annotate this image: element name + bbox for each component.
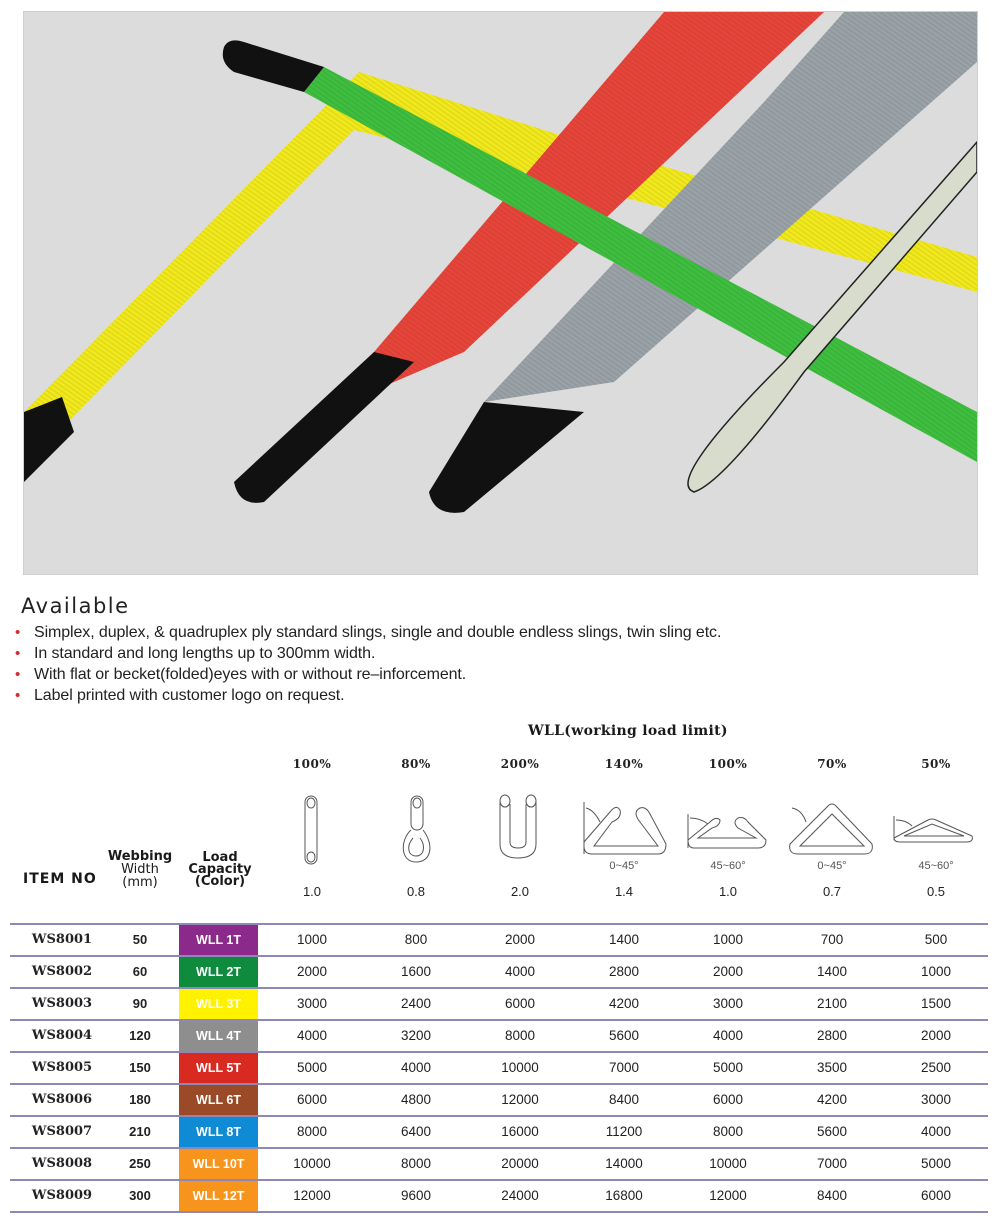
table-row	[10, 1083, 988, 1115]
bullet-dot-icon: •	[15, 666, 21, 683]
table-row	[10, 1147, 988, 1179]
wll-value-cell: 4800	[400, 1092, 432, 1107]
mode-factor: 1.0	[302, 884, 322, 899]
wll-value-cell: 8400	[816, 1188, 848, 1203]
wll-value-cell: 24000	[501, 1188, 539, 1203]
wll-value-cell: 10000	[293, 1156, 331, 1171]
wll-value-cell: 6000	[712, 1092, 744, 1107]
wll-value-cell: 1000	[296, 932, 328, 947]
load-capacity-badge: WLL 10T	[179, 1149, 258, 1179]
mode-percent: 100%	[292, 757, 332, 771]
webbing-width-cell: 60	[132, 964, 148, 979]
wll-value-cell: 16800	[605, 1188, 643, 1203]
item-no-cell: WS8008	[31, 1156, 93, 1171]
wll-value-cell: 4000	[712, 1028, 744, 1043]
webbing-width-cell: 120	[129, 1028, 151, 1043]
table-row	[10, 1115, 988, 1147]
wll-value-cell: 2100	[816, 996, 848, 1011]
available-heading: Available	[21, 594, 130, 618]
wll-value-cell: 3500	[816, 1060, 848, 1075]
table-row	[10, 987, 988, 1019]
wll-value-cell: 3000	[920, 1092, 952, 1107]
mode-percent: 70%	[817, 757, 847, 771]
item-no-cell: WS8003	[31, 996, 93, 1011]
mode-angle: 0~45°	[817, 860, 847, 872]
load-capacity-badge: WLL 6T	[179, 1085, 258, 1115]
wll-value-cell: 3000	[296, 996, 328, 1011]
wll-value-cell: 1600	[400, 964, 432, 979]
wll-value-cell: 4000	[296, 1028, 328, 1043]
available-item: • Simplex, duplex, & quadruplex ply standard slings, single and double endless slings, twin sling etc.	[15, 624, 722, 641]
webbing-width-cell: 210	[129, 1124, 151, 1139]
wll-value-cell: 2000	[296, 964, 328, 979]
straight-lift-icon	[296, 794, 328, 868]
mode-factor: 0.7	[822, 884, 842, 899]
wll-value-cell: 8000	[712, 1124, 744, 1139]
item-no-cell: WS8001	[31, 932, 93, 947]
product-photo	[23, 11, 978, 575]
header-load-capacity: Load Capacity (Color)	[188, 850, 252, 889]
mode-factor: 1.0	[718, 884, 738, 899]
two-leg-open-45-60-icon	[686, 812, 770, 852]
webbing-width-cell: 300	[129, 1188, 151, 1203]
mode-angle: 45~60°	[710, 860, 746, 872]
header-webbing-width: Webbing Width (mm)	[107, 849, 173, 890]
wll-value-cell: 1000	[920, 964, 952, 979]
triangle-0-45-icon	[788, 800, 876, 858]
mode-percent: 200%	[500, 757, 540, 771]
wll-value-cell: 3000	[712, 996, 744, 1011]
wll-value-cell: 12000	[501, 1092, 539, 1107]
wll-value-cell: 1500	[920, 996, 952, 1011]
wll-value-cell: 10000	[709, 1156, 747, 1171]
wll-value-cell: 2800	[816, 1028, 848, 1043]
wll-value-cell: 16000	[501, 1124, 539, 1139]
wll-value-cell: 2000	[920, 1028, 952, 1043]
wll-value-cell: 2500	[920, 1060, 952, 1075]
mode-factor: 1.4	[614, 884, 634, 899]
wll-value-cell: 4200	[816, 1092, 848, 1107]
webbing-width-cell: 50	[132, 932, 148, 947]
webbing-width-cell: 150	[129, 1060, 151, 1075]
wll-value-cell: 8000	[400, 1156, 432, 1171]
wll-value-cell: 6400	[400, 1124, 432, 1139]
webbing-width-cell: 90	[132, 996, 148, 1011]
wll-value-cell: 1000	[712, 932, 744, 947]
load-capacity-badge: WLL 8T	[179, 1117, 258, 1147]
wll-value-cell: 4000	[504, 964, 536, 979]
wll-value-cell: 5600	[608, 1028, 640, 1043]
triangle-45-60-icon	[892, 814, 976, 852]
wll-table	[10, 923, 988, 1213]
table-row	[10, 923, 988, 955]
wll-value-cell: 2000	[712, 964, 744, 979]
wll-value-cell: 5000	[920, 1156, 952, 1171]
wll-value-cell: 2000	[504, 932, 536, 947]
wll-value-cell: 8000	[504, 1028, 536, 1043]
load-capacity-badge: WLL 12T	[179, 1181, 258, 1211]
wll-value-cell: 3200	[400, 1028, 432, 1043]
choker-hitch-icon	[396, 794, 440, 868]
available-item: • With flat or becket(folded)eyes with or without re–inforcement.	[15, 666, 467, 683]
wll-value-cell: 1400	[608, 932, 640, 947]
table-row	[10, 1051, 988, 1083]
table-row	[10, 1179, 988, 1213]
wll-value-cell: 7000	[608, 1060, 640, 1075]
webbing-width-cell: 250	[129, 1156, 151, 1171]
mode-percent: 50%	[921, 757, 951, 771]
wll-value-cell: 14000	[605, 1156, 643, 1171]
wll-value-cell: 6000	[920, 1188, 952, 1203]
wll-value-cell: 5600	[816, 1124, 848, 1139]
item-no-cell: WS8002	[31, 964, 93, 979]
load-capacity-badge: WLL 2T	[179, 957, 258, 987]
wll-value-cell: 4000	[400, 1060, 432, 1075]
wll-value-cell: 700	[820, 932, 844, 947]
item-no-cell: WS8007	[31, 1124, 93, 1139]
wll-value-cell: 4200	[608, 996, 640, 1011]
item-no-cell: WS8006	[31, 1092, 93, 1107]
mode-angle: 0~45°	[609, 860, 639, 872]
available-item: • Label printed with customer logo on request.	[15, 687, 345, 704]
wll-value-cell: 2400	[400, 996, 432, 1011]
bullet-dot-icon: •	[15, 645, 21, 662]
mode-percent: 100%	[708, 757, 748, 771]
wll-value-cell: 4000	[920, 1124, 952, 1139]
wll-value-cell: 7000	[816, 1156, 848, 1171]
item-no-cell: WS8005	[31, 1060, 93, 1075]
table-row	[10, 1019, 988, 1051]
wll-value-cell: 9600	[400, 1188, 432, 1203]
mode-factor: 2.0	[510, 884, 530, 899]
load-capacity-badge: WLL 4T	[179, 1021, 258, 1051]
basket-hitch-icon	[498, 792, 542, 862]
webbing-width-cell: 180	[129, 1092, 151, 1107]
wll-value-cell: 5000	[712, 1060, 744, 1075]
wll-title: WLL(working load limit)	[528, 723, 728, 739]
wll-value-cell: 5000	[296, 1060, 328, 1075]
wll-value-cell: 8000	[296, 1124, 328, 1139]
wll-value-cell: 12000	[293, 1188, 331, 1203]
wll-value-cell: 10000	[501, 1060, 539, 1075]
bullet-dot-icon: •	[15, 687, 21, 704]
wll-value-cell: 11200	[605, 1124, 643, 1139]
wll-value-cell: 2800	[608, 964, 640, 979]
wll-value-cell: 20000	[501, 1156, 539, 1171]
load-capacity-badge: WLL 3T	[179, 989, 258, 1019]
wll-value-cell: 800	[404, 932, 428, 947]
mode-percent: 80%	[401, 757, 431, 771]
load-capacity-badge: WLL 1T	[179, 925, 258, 955]
wll-value-cell: 1400	[816, 964, 848, 979]
wll-value-cell: 12000	[709, 1188, 747, 1203]
two-leg-open-0-45-icon	[582, 800, 670, 858]
wll-value-cell: 6000	[504, 996, 536, 1011]
item-no-cell: WS8009	[31, 1188, 93, 1203]
wll-value-cell: 500	[924, 932, 948, 947]
wll-value-cell: 6000	[296, 1092, 328, 1107]
item-no-cell: WS8004	[31, 1028, 93, 1043]
wll-value-cell: 8400	[608, 1092, 640, 1107]
mode-angle: 45~60°	[918, 860, 954, 872]
webbing-slings-illustration	[24, 12, 977, 574]
available-list	[14, 622, 721, 706]
mode-percent: 140%	[604, 757, 644, 771]
header-item-no: ITEM NO	[23, 871, 97, 887]
load-capacity-badge: WLL 5T	[179, 1053, 258, 1083]
table-row	[10, 955, 988, 987]
mode-factor: 0.8	[406, 884, 426, 899]
available-item: • In standard and long lengths up to 300mm width.	[15, 645, 376, 662]
bullet-dot-icon: •	[15, 624, 21, 641]
mode-factor: 0.5	[926, 884, 946, 899]
